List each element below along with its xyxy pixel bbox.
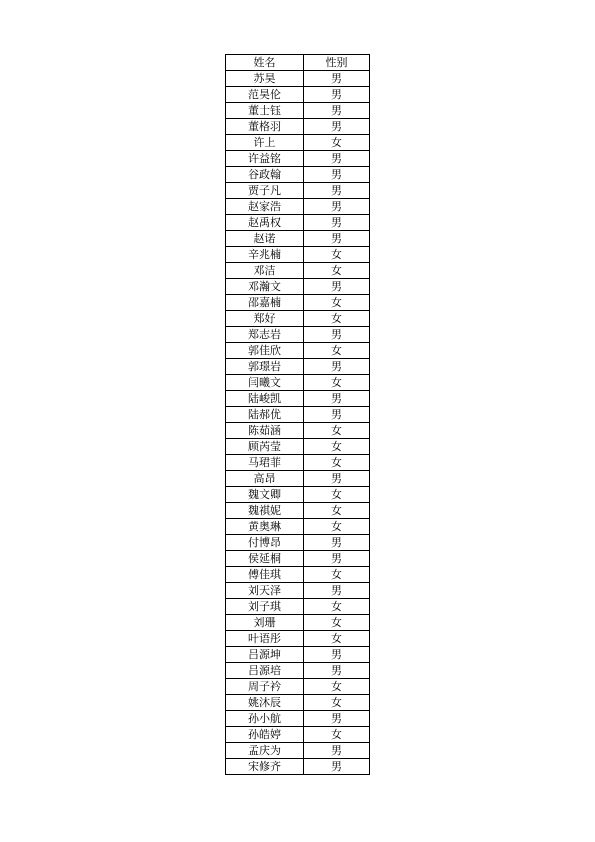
cell-name: 赵禹权 [226, 215, 304, 231]
cell-name: 马珺菲 [226, 455, 304, 471]
cell-name: 董格羽 [226, 119, 304, 135]
cell-name: 陆峻凯 [226, 391, 304, 407]
cell-gender: 女 [304, 695, 370, 711]
cell-name: 陈茹涵 [226, 423, 304, 439]
cell-gender: 男 [304, 71, 370, 87]
table-row [226, 279, 370, 295]
table-row [226, 567, 370, 583]
cell-gender: 男 [304, 663, 370, 679]
table-row [226, 487, 370, 503]
cell-name: 郭佳欣 [226, 343, 304, 359]
cell-gender: 女 [304, 567, 370, 583]
cell-gender: 男 [304, 87, 370, 103]
cell-name: 郑好 [226, 311, 304, 327]
cell-gender: 女 [304, 263, 370, 279]
table-row [226, 247, 370, 263]
table-row [226, 695, 370, 711]
cell-name: 孟庆为 [226, 743, 304, 759]
cell-name: 侯延桐 [226, 551, 304, 567]
header-gender: 性别 [304, 55, 370, 71]
cell-name: 姚沐辰 [226, 695, 304, 711]
cell-name: 吕源培 [226, 663, 304, 679]
cell-gender: 女 [304, 375, 370, 391]
cell-gender: 男 [304, 167, 370, 183]
cell-name: 顾芮莹 [226, 439, 304, 455]
table-row [226, 759, 370, 775]
table-row [226, 71, 370, 87]
table-row [226, 535, 370, 551]
cell-gender: 男 [304, 327, 370, 343]
cell-gender: 女 [304, 135, 370, 151]
cell-gender: 女 [304, 599, 370, 615]
cell-name: 谷政翰 [226, 167, 304, 183]
table-row [226, 727, 370, 743]
table-row [226, 151, 370, 167]
table-row [226, 215, 370, 231]
table-row [226, 711, 370, 727]
cell-gender: 男 [304, 743, 370, 759]
cell-gender: 女 [304, 727, 370, 743]
cell-name: 魏文卿 [226, 487, 304, 503]
cell-name: 赵家浩 [226, 199, 304, 215]
cell-name: 赵诺 [226, 231, 304, 247]
table-row [226, 359, 370, 375]
cell-gender: 男 [304, 215, 370, 231]
cell-gender: 女 [304, 679, 370, 695]
table-row [226, 103, 370, 119]
cell-name: 孙皓婷 [226, 727, 304, 743]
table-row [226, 743, 370, 759]
table-row [226, 439, 370, 455]
cell-gender: 男 [304, 391, 370, 407]
cell-name: 闫曦文 [226, 375, 304, 391]
table-row [226, 199, 370, 215]
table-row [226, 631, 370, 647]
cell-name: 邵嘉楠 [226, 295, 304, 311]
cell-name: 周子衿 [226, 679, 304, 695]
cell-name: 郭璟岩 [226, 359, 304, 375]
cell-gender: 男 [304, 583, 370, 599]
table-row [226, 231, 370, 247]
cell-gender: 女 [304, 343, 370, 359]
table-row [226, 679, 370, 695]
cell-name: 刘天泽 [226, 583, 304, 599]
table-row [226, 327, 370, 343]
table-row [226, 391, 370, 407]
table-row [226, 471, 370, 487]
cell-gender: 女 [304, 519, 370, 535]
cell-gender: 女 [304, 503, 370, 519]
cell-gender: 男 [304, 647, 370, 663]
table-row [226, 343, 370, 359]
cell-gender: 男 [304, 103, 370, 119]
cell-gender: 女 [304, 311, 370, 327]
cell-name: 黄奥琳 [226, 519, 304, 535]
table-row [226, 263, 370, 279]
cell-name: 辛兆楠 [226, 247, 304, 263]
table-row [226, 663, 370, 679]
cell-name: 贾子凡 [226, 183, 304, 199]
cell-gender: 男 [304, 759, 370, 775]
cell-name: 傅佳琪 [226, 567, 304, 583]
roster-body [226, 55, 370, 775]
cell-gender: 男 [304, 551, 370, 567]
cell-name: 宋修齐 [226, 759, 304, 775]
cell-name: 郑志岩 [226, 327, 304, 343]
table-row [226, 183, 370, 199]
table-row [226, 455, 370, 471]
table-row [226, 551, 370, 567]
table-row [226, 295, 370, 311]
table-row [226, 503, 370, 519]
table-row [226, 519, 370, 535]
cell-name: 孙小航 [226, 711, 304, 727]
cell-gender: 女 [304, 423, 370, 439]
cell-gender: 男 [304, 231, 370, 247]
cell-gender: 男 [304, 535, 370, 551]
cell-gender: 女 [304, 631, 370, 647]
cell-name: 刘珊 [226, 615, 304, 631]
cell-name: 许上 [226, 135, 304, 151]
table-row [226, 599, 370, 615]
student-roster-table [225, 54, 370, 775]
cell-gender: 男 [304, 471, 370, 487]
cell-name: 高昂 [226, 471, 304, 487]
cell-name: 吕源坤 [226, 647, 304, 663]
cell-name: 付博昂 [226, 535, 304, 551]
cell-gender: 男 [304, 119, 370, 135]
table-row [226, 423, 370, 439]
table-row [226, 375, 370, 391]
cell-name: 许益铭 [226, 151, 304, 167]
cell-gender: 女 [304, 455, 370, 471]
table-row [226, 167, 370, 183]
cell-gender: 男 [304, 407, 370, 423]
table-row [226, 583, 370, 599]
cell-gender: 男 [304, 151, 370, 167]
cell-gender: 女 [304, 487, 370, 503]
table-row [226, 119, 370, 135]
table-row [226, 311, 370, 327]
cell-gender: 男 [304, 711, 370, 727]
cell-gender: 男 [304, 183, 370, 199]
header-name: 姓名 [226, 55, 304, 71]
table-row [226, 407, 370, 423]
cell-name: 范昊伦 [226, 87, 304, 103]
cell-name: 董士钰 [226, 103, 304, 119]
cell-gender: 女 [304, 295, 370, 311]
cell-name: 刘子琪 [226, 599, 304, 615]
cell-name: 苏昊 [226, 71, 304, 87]
cell-gender: 男 [304, 359, 370, 375]
cell-name: 邓瀚文 [226, 279, 304, 295]
cell-gender: 女 [304, 615, 370, 631]
cell-name: 叶语彤 [226, 631, 304, 647]
cell-name: 陆郝优 [226, 407, 304, 423]
cell-gender: 男 [304, 279, 370, 295]
cell-gender: 男 [304, 199, 370, 215]
table-row [226, 87, 370, 103]
cell-gender: 女 [304, 439, 370, 455]
table-row [226, 135, 370, 151]
header-row [226, 55, 370, 71]
cell-name: 邓洁 [226, 263, 304, 279]
table-row [226, 647, 370, 663]
cell-gender: 女 [304, 247, 370, 263]
table-row [226, 615, 370, 631]
cell-name: 魏祺妮 [226, 503, 304, 519]
